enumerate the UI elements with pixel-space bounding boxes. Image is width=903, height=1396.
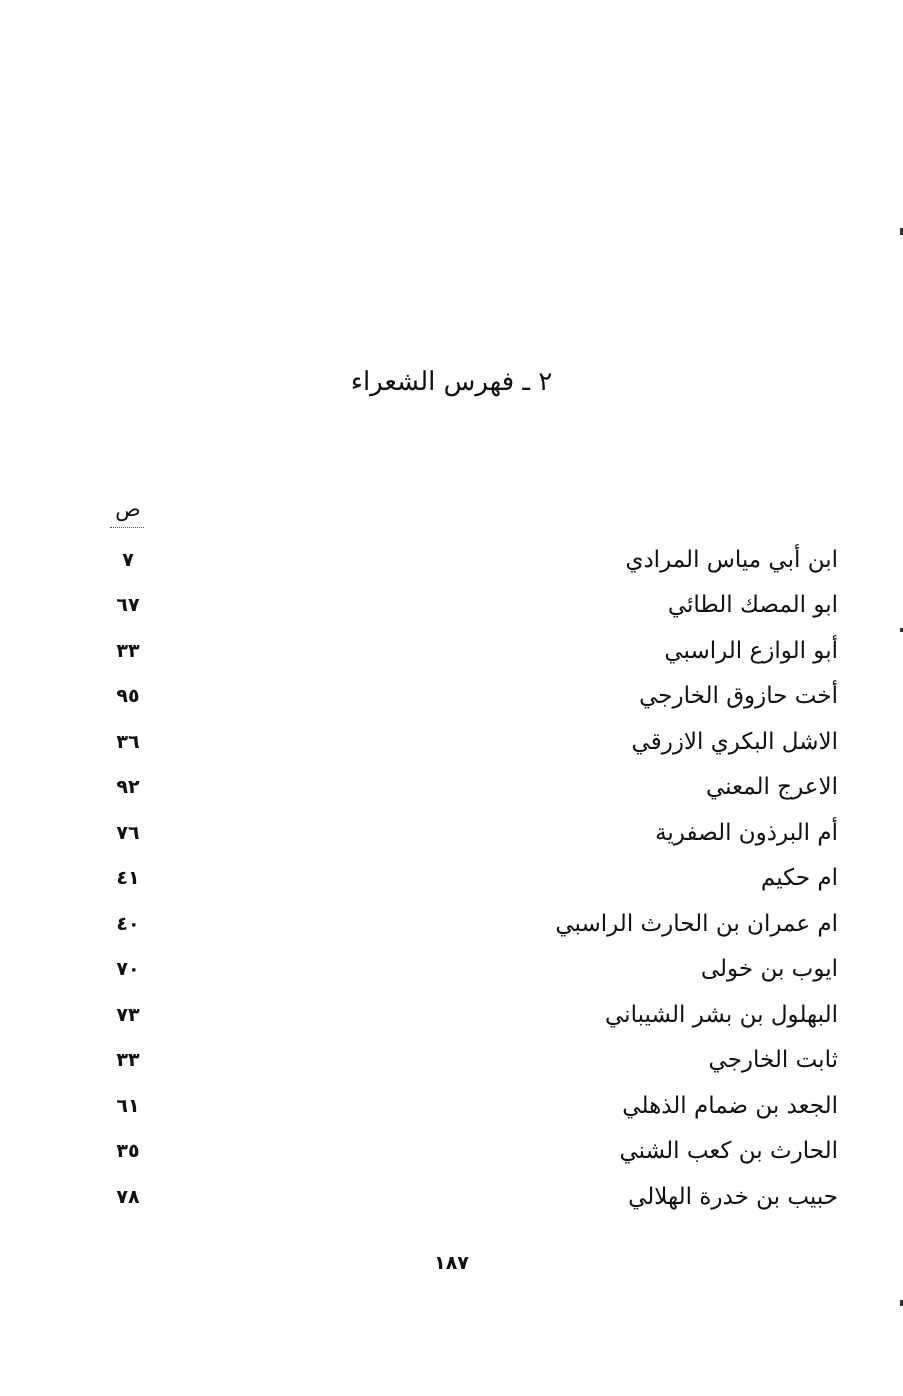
- entry-page-number: ٧: [122, 548, 134, 571]
- column-label-dotted-rule: [110, 527, 144, 528]
- index-entry: [100, 947, 838, 993]
- entry-page-number: ٩٢: [116, 776, 140, 799]
- index-entry: [100, 856, 838, 902]
- index-entry: [100, 1083, 838, 1129]
- index-entry: [100, 719, 838, 765]
- entry-poet-name: ام حكيم: [760, 865, 838, 892]
- entry-page-number: ٤١: [116, 867, 140, 890]
- entry-page-number: ٣٣: [116, 1049, 140, 1072]
- entry-poet-name: البهلول بن بشر الشيباني: [605, 1001, 838, 1028]
- entry-poet-name: أخت حازوق الخارجي: [639, 683, 838, 710]
- section-heading: ٢ ـ فهرس الشعراء: [350, 367, 553, 397]
- index-entry: [100, 810, 838, 856]
- entry-poet-name: أم البرذون الصفرية: [655, 819, 838, 846]
- entry-poet-name: ايوب بن خولى: [700, 956, 838, 983]
- index-entry: [100, 992, 838, 1038]
- entry-poet-name: الحارث بن كعب الشني: [619, 1138, 838, 1165]
- entry-poet-name: ام عمران بن الحارث الراسبي: [555, 910, 838, 937]
- poets-index-list: [100, 537, 838, 1220]
- entry-page-number: ٤٠: [116, 912, 140, 935]
- index-entry: [100, 583, 838, 629]
- entry-poet-name: حبيب بن خدرة الهلالي: [628, 1183, 838, 1210]
- entry-page-number: ٧٠: [116, 958, 140, 981]
- entry-poet-name: ثابت الخارجي: [708, 1047, 838, 1074]
- entry-page-number: ٧٦: [116, 821, 140, 844]
- index-entry: [100, 674, 838, 720]
- index-entry: [100, 901, 838, 947]
- entry-page-number: ٣٦: [116, 730, 140, 753]
- entry-page-number: ٧٣: [116, 1003, 140, 1026]
- page-column-label: ص: [115, 497, 141, 521]
- entry-page-number: ٩٥: [116, 685, 140, 708]
- entry-poet-name: الاشل البكري الازرقي: [631, 728, 838, 755]
- page-number: ١٨٧: [434, 1252, 469, 1274]
- index-entry: [100, 628, 838, 674]
- index-entry: [100, 1129, 838, 1175]
- entry-poet-name: الجعد بن ضمام الذهلي: [622, 1092, 838, 1119]
- entry-poet-name: أبو الوازع الراسبي: [664, 637, 838, 664]
- index-entry: [100, 1038, 838, 1084]
- index-entry: [100, 1174, 838, 1220]
- index-entry: [100, 765, 838, 811]
- entry-poet-name: ابن أبي مياس المرادي: [625, 546, 838, 573]
- index-entry: [100, 537, 838, 583]
- entry-page-number: ٦٧: [116, 594, 140, 617]
- entry-poet-name: ابو المصك الطائي: [667, 592, 838, 619]
- entry-page-number: ٦١: [116, 1094, 140, 1117]
- entry-page-number: ٣٥: [116, 1140, 140, 1163]
- entry-poet-name: الاعرج المعني: [706, 774, 838, 801]
- entry-page-number: ٣٣: [116, 639, 140, 662]
- entry-page-number: ٧٨: [116, 1185, 140, 1208]
